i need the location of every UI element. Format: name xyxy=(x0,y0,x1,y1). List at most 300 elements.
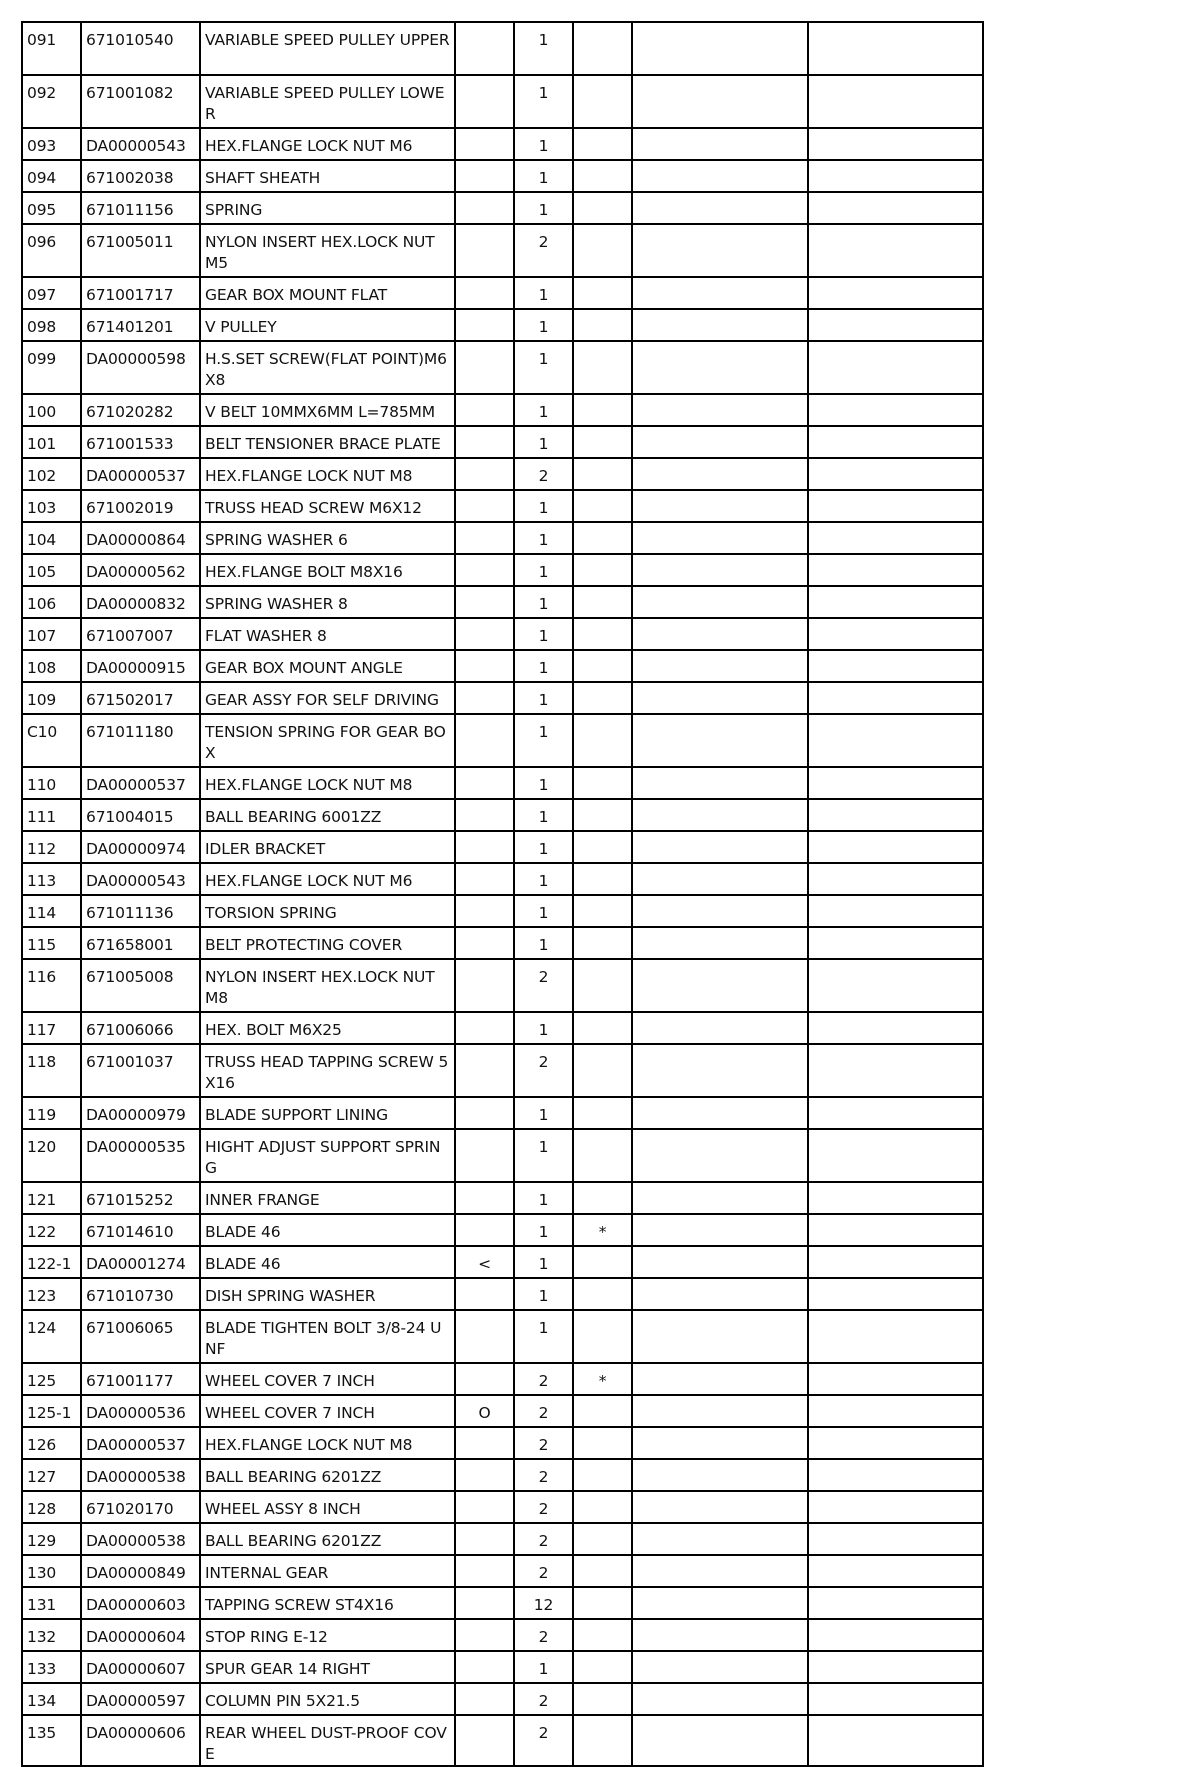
table-row xyxy=(22,22,983,75)
note-cell xyxy=(573,714,632,767)
table-row xyxy=(22,1523,983,1555)
item-number-cell: 133 xyxy=(22,1651,81,1683)
blank-cell xyxy=(632,1619,808,1651)
mark-cell xyxy=(455,895,514,927)
table-row xyxy=(22,554,983,586)
table-row xyxy=(22,1459,983,1491)
blank-cell xyxy=(632,1395,808,1427)
table-row xyxy=(22,1182,983,1214)
mark-cell xyxy=(455,682,514,714)
part-number-cell: DA00000597 xyxy=(81,1683,200,1715)
note-cell xyxy=(573,1044,632,1097)
mark-cell xyxy=(455,490,514,522)
mark-cell xyxy=(455,1363,514,1395)
table-row xyxy=(22,1587,983,1619)
mark-cell xyxy=(455,1310,514,1363)
part-number-cell: 671001177 xyxy=(81,1363,200,1395)
table-row xyxy=(22,128,983,160)
table-row xyxy=(22,1619,983,1651)
blank-cell xyxy=(632,586,808,618)
note-cell xyxy=(573,586,632,618)
part-number-cell: DA00000537 xyxy=(81,458,200,490)
item-number-cell: 126 xyxy=(22,1427,81,1459)
quantity-cell: 2 xyxy=(514,224,573,277)
note-cell xyxy=(573,1012,632,1044)
description-cell: GEAR BOX MOUNT ANGLE xyxy=(200,650,455,682)
item-number-cell: 105 xyxy=(22,554,81,586)
part-number-cell: DA00000864 xyxy=(81,522,200,554)
quantity-cell: 2 xyxy=(514,959,573,1012)
note-cell xyxy=(573,1619,632,1651)
note-cell xyxy=(573,863,632,895)
description-cell: IDLER BRACKET xyxy=(200,831,455,863)
mark-cell xyxy=(455,1619,514,1651)
mark-cell xyxy=(455,224,514,277)
item-number-cell: 124 xyxy=(22,1310,81,1363)
blank-cell xyxy=(808,799,983,831)
part-number-cell: DA00000536 xyxy=(81,1395,200,1427)
table-row xyxy=(22,522,983,554)
table-row xyxy=(22,927,983,959)
blank-cell xyxy=(632,341,808,394)
note-cell xyxy=(573,1459,632,1491)
table-row xyxy=(22,1363,983,1395)
item-number-cell: 118 xyxy=(22,1044,81,1097)
part-number-cell: DA00000598 xyxy=(81,341,200,394)
blank-cell xyxy=(808,1587,983,1619)
description-cell: SPUR GEAR 14 RIGHT xyxy=(200,1651,455,1683)
part-number-cell: DA00000538 xyxy=(81,1523,200,1555)
item-number-cell: 094 xyxy=(22,160,81,192)
item-number-cell: 091 xyxy=(22,22,81,75)
quantity-cell: 1 xyxy=(514,927,573,959)
note-cell xyxy=(573,522,632,554)
quantity-cell: 2 xyxy=(514,458,573,490)
note-cell xyxy=(573,1651,632,1683)
quantity-cell: 1 xyxy=(514,1129,573,1182)
mark-cell xyxy=(455,522,514,554)
mark-cell xyxy=(455,394,514,426)
part-number-cell: 671011136 xyxy=(81,895,200,927)
description-cell: REAR WHEEL DUST-PROOF COVE xyxy=(200,1715,455,1766)
blank-cell xyxy=(632,1278,808,1310)
part-number-cell: DA00000603 xyxy=(81,1587,200,1619)
item-number-cell: 123 xyxy=(22,1278,81,1310)
description-cell: WHEEL COVER 7 INCH xyxy=(200,1363,455,1395)
blank-cell xyxy=(808,927,983,959)
note-cell xyxy=(573,22,632,75)
blank-cell xyxy=(808,75,983,128)
note-cell xyxy=(573,1427,632,1459)
mark-cell xyxy=(455,277,514,309)
part-number-cell: 671001082 xyxy=(81,75,200,128)
quantity-cell: 1 xyxy=(514,1182,573,1214)
table-row xyxy=(22,1097,983,1129)
item-number-cell: 111 xyxy=(22,799,81,831)
item-number-cell: 128 xyxy=(22,1491,81,1523)
blank-cell xyxy=(808,224,983,277)
blank-cell xyxy=(632,959,808,1012)
quantity-cell: 1 xyxy=(514,1246,573,1278)
mark-cell xyxy=(455,1427,514,1459)
note-cell xyxy=(573,1491,632,1523)
quantity-cell: 1 xyxy=(514,522,573,554)
table-row xyxy=(22,863,983,895)
blank-cell xyxy=(632,1129,808,1182)
blank-cell xyxy=(632,1214,808,1246)
quantity-cell: 1 xyxy=(514,682,573,714)
table-row xyxy=(22,277,983,309)
part-number-cell: DA00000832 xyxy=(81,586,200,618)
blank-cell xyxy=(808,426,983,458)
part-number-cell: 671502017 xyxy=(81,682,200,714)
item-number-cell: 122 xyxy=(22,1214,81,1246)
blank-cell xyxy=(808,1044,983,1097)
mark-cell xyxy=(455,1459,514,1491)
item-number-cell: 107 xyxy=(22,618,81,650)
part-number-cell: 671658001 xyxy=(81,927,200,959)
blank-cell xyxy=(632,650,808,682)
blank-cell xyxy=(632,160,808,192)
table-row xyxy=(22,75,983,128)
description-cell: BALL BEARING 6201ZZ xyxy=(200,1523,455,1555)
table-row xyxy=(22,1278,983,1310)
note-cell xyxy=(573,277,632,309)
note-cell xyxy=(573,75,632,128)
blank-cell xyxy=(632,22,808,75)
quantity-cell: 1 xyxy=(514,650,573,682)
description-cell: HEX.FLANGE LOCK NUT M8 xyxy=(200,1427,455,1459)
quantity-cell: 2 xyxy=(514,1395,573,1427)
note-cell xyxy=(573,490,632,522)
item-number-cell: 104 xyxy=(22,522,81,554)
item-number-cell: 092 xyxy=(22,75,81,128)
blank-cell xyxy=(808,160,983,192)
part-number-cell: 671011180 xyxy=(81,714,200,767)
note-cell xyxy=(573,458,632,490)
description-cell: WHEEL COVER 7 INCH xyxy=(200,1395,455,1427)
quantity-cell: 1 xyxy=(514,128,573,160)
part-number-cell: 671011156 xyxy=(81,192,200,224)
part-number-cell: 671007007 xyxy=(81,618,200,650)
table-row xyxy=(22,224,983,277)
blank-cell xyxy=(632,1182,808,1214)
item-number-cell: 097 xyxy=(22,277,81,309)
quantity-cell: 2 xyxy=(514,1683,573,1715)
description-cell: BALL BEARING 6201ZZ xyxy=(200,1459,455,1491)
mark-cell xyxy=(455,586,514,618)
part-number-cell: 671015252 xyxy=(81,1182,200,1214)
table-row xyxy=(22,458,983,490)
note-cell xyxy=(573,682,632,714)
description-cell: TRUSS HEAD TAPPING SCREW 5X16 xyxy=(200,1044,455,1097)
mark-cell xyxy=(455,714,514,767)
part-number-cell: DA00000979 xyxy=(81,1097,200,1129)
description-cell: BELT PROTECTING COVER xyxy=(200,927,455,959)
description-cell: HEX.FLANGE LOCK NUT M8 xyxy=(200,458,455,490)
description-cell: HIGHT ADJUST SUPPORT SPRING xyxy=(200,1129,455,1182)
item-number-cell: 096 xyxy=(22,224,81,277)
table-row xyxy=(22,490,983,522)
mark-cell xyxy=(455,1214,514,1246)
mark-cell xyxy=(455,1044,514,1097)
table-row xyxy=(22,682,983,714)
mark-cell xyxy=(455,1097,514,1129)
description-cell: HEX. BOLT M6X25 xyxy=(200,1012,455,1044)
description-cell: HEX.FLANGE LOCK NUT M6 xyxy=(200,863,455,895)
note-cell xyxy=(573,341,632,394)
part-number-cell: DA00000849 xyxy=(81,1555,200,1587)
item-number-cell: 134 xyxy=(22,1683,81,1715)
item-number-cell: 093 xyxy=(22,128,81,160)
blank-cell xyxy=(632,394,808,426)
description-cell: NYLON INSERT HEX.LOCK NUT M5 xyxy=(200,224,455,277)
table-row xyxy=(22,426,983,458)
part-number-cell: DA00000604 xyxy=(81,1619,200,1651)
item-number-cell: 130 xyxy=(22,1555,81,1587)
mark-cell xyxy=(455,1182,514,1214)
blank-cell xyxy=(632,1246,808,1278)
note-cell xyxy=(573,1182,632,1214)
blank-cell xyxy=(632,277,808,309)
table-row xyxy=(22,1012,983,1044)
blank-cell xyxy=(632,1427,808,1459)
description-cell: STOP RING E-12 xyxy=(200,1619,455,1651)
table-row xyxy=(22,309,983,341)
quantity-cell: 1 xyxy=(514,1310,573,1363)
table-row xyxy=(22,1555,983,1587)
description-cell: SPRING WASHER 6 xyxy=(200,522,455,554)
description-cell: SPRING xyxy=(200,192,455,224)
description-cell: BALL BEARING 6001ZZ xyxy=(200,799,455,831)
note-cell xyxy=(573,1587,632,1619)
blank-cell xyxy=(632,618,808,650)
mark-cell xyxy=(455,341,514,394)
note-cell: * xyxy=(573,1214,632,1246)
table-row xyxy=(22,1427,983,1459)
mark-cell xyxy=(455,799,514,831)
mark-cell xyxy=(455,959,514,1012)
description-cell: VARIABLE SPEED PULLEY UPPER xyxy=(200,22,455,75)
item-number-cell: 100 xyxy=(22,394,81,426)
note-cell xyxy=(573,1129,632,1182)
item-number-cell: 114 xyxy=(22,895,81,927)
part-number-cell: 671006065 xyxy=(81,1310,200,1363)
blank-cell xyxy=(632,831,808,863)
quantity-cell: 1 xyxy=(514,1278,573,1310)
blank-cell xyxy=(808,895,983,927)
blank-cell xyxy=(632,1651,808,1683)
table-row xyxy=(22,1214,983,1246)
mark-cell xyxy=(455,618,514,650)
blank-cell xyxy=(632,714,808,767)
note-cell xyxy=(573,959,632,1012)
quantity-cell: 1 xyxy=(514,554,573,586)
table-row xyxy=(22,160,983,192)
blank-cell xyxy=(808,1097,983,1129)
blank-cell xyxy=(808,522,983,554)
item-number-cell: 103 xyxy=(22,490,81,522)
item-number-cell: 101 xyxy=(22,426,81,458)
note-cell xyxy=(573,160,632,192)
blank-cell xyxy=(808,22,983,75)
table-row xyxy=(22,799,983,831)
blank-cell xyxy=(632,224,808,277)
item-number-cell: 127 xyxy=(22,1459,81,1491)
item-number-cell: 119 xyxy=(22,1097,81,1129)
item-number-cell: 135 xyxy=(22,1715,81,1766)
item-number-cell: 120 xyxy=(22,1129,81,1182)
table-row xyxy=(22,714,983,767)
part-number-cell: DA00000974 xyxy=(81,831,200,863)
table-row xyxy=(22,1491,983,1523)
note-cell: * xyxy=(573,1363,632,1395)
table-row xyxy=(22,1044,983,1097)
description-cell: TORSION SPRING xyxy=(200,895,455,927)
part-number-cell: 671005008 xyxy=(81,959,200,1012)
description-cell: WHEEL ASSY 8 INCH xyxy=(200,1491,455,1523)
item-number-cell: 115 xyxy=(22,927,81,959)
description-cell: SHAFT SHEATH xyxy=(200,160,455,192)
mark-cell xyxy=(455,927,514,959)
blank-cell xyxy=(632,1683,808,1715)
item-number-cell: 131 xyxy=(22,1587,81,1619)
blank-cell xyxy=(808,1619,983,1651)
blank-cell xyxy=(808,682,983,714)
blank-cell xyxy=(632,1012,808,1044)
quantity-cell: 1 xyxy=(514,490,573,522)
table-row xyxy=(22,1651,983,1683)
blank-cell xyxy=(808,1523,983,1555)
blank-cell xyxy=(808,1651,983,1683)
mark-cell xyxy=(455,863,514,895)
quantity-cell: 1 xyxy=(514,799,573,831)
item-number-cell: 121 xyxy=(22,1182,81,1214)
part-number-cell: 671004015 xyxy=(81,799,200,831)
table-row xyxy=(22,650,983,682)
quantity-cell: 2 xyxy=(514,1491,573,1523)
part-number-cell: DA00000537 xyxy=(81,1427,200,1459)
item-number-cell: 098 xyxy=(22,309,81,341)
note-cell xyxy=(573,1395,632,1427)
item-number-cell: 125-1 xyxy=(22,1395,81,1427)
quantity-cell: 1 xyxy=(514,1012,573,1044)
mark-cell xyxy=(455,1491,514,1523)
quantity-cell: 2 xyxy=(514,1715,573,1766)
blank-cell xyxy=(632,1044,808,1097)
item-number-cell: 132 xyxy=(22,1619,81,1651)
note-cell xyxy=(573,650,632,682)
quantity-cell: 1 xyxy=(514,1214,573,1246)
item-number-cell: 129 xyxy=(22,1523,81,1555)
mark-cell xyxy=(455,309,514,341)
blank-cell xyxy=(632,522,808,554)
item-number-cell: 117 xyxy=(22,1012,81,1044)
blank-cell xyxy=(808,618,983,650)
description-cell: H.S.SET SCREW(FLAT POINT)M6X8 xyxy=(200,341,455,394)
blank-cell xyxy=(632,75,808,128)
item-number-cell: 095 xyxy=(22,192,81,224)
blank-cell xyxy=(808,554,983,586)
blank-cell xyxy=(632,1587,808,1619)
description-cell: NYLON INSERT HEX.LOCK NUT M8 xyxy=(200,959,455,1012)
blank-cell xyxy=(808,714,983,767)
note-cell xyxy=(573,394,632,426)
note-cell xyxy=(573,831,632,863)
part-number-cell: DA00000562 xyxy=(81,554,200,586)
part-number-cell: 671001533 xyxy=(81,426,200,458)
quantity-cell: 2 xyxy=(514,1427,573,1459)
note-cell xyxy=(573,1310,632,1363)
mark-cell xyxy=(455,22,514,75)
mark-cell xyxy=(455,554,514,586)
item-number-cell: 099 xyxy=(22,341,81,394)
description-cell: TAPPING SCREW ST4X16 xyxy=(200,1587,455,1619)
blank-cell xyxy=(632,863,808,895)
blank-cell xyxy=(808,490,983,522)
mark-cell xyxy=(455,1587,514,1619)
blank-cell xyxy=(632,895,808,927)
description-cell: BELT TENSIONER BRACE PLATE xyxy=(200,426,455,458)
part-number-cell: 671006066 xyxy=(81,1012,200,1044)
mark-cell xyxy=(455,1012,514,1044)
description-cell: HEX.FLANGE LOCK NUT M6 xyxy=(200,128,455,160)
blank-cell xyxy=(632,1523,808,1555)
part-number-cell: 671014610 xyxy=(81,1214,200,1246)
note-cell xyxy=(573,1715,632,1766)
part-number-cell: 671401201 xyxy=(81,309,200,341)
item-number-cell: 112 xyxy=(22,831,81,863)
part-number-cell: DA00000543 xyxy=(81,863,200,895)
quantity-cell: 1 xyxy=(514,1097,573,1129)
blank-cell xyxy=(632,799,808,831)
blank-cell xyxy=(808,1459,983,1491)
blank-cell xyxy=(632,490,808,522)
mark-cell xyxy=(455,192,514,224)
note-cell xyxy=(573,927,632,959)
item-number-cell: C10 xyxy=(22,714,81,767)
blank-cell xyxy=(808,1278,983,1310)
quantity-cell: 2 xyxy=(514,1459,573,1491)
table-row xyxy=(22,618,983,650)
part-number-cell: 671020170 xyxy=(81,1491,200,1523)
blank-cell xyxy=(808,341,983,394)
mark-cell xyxy=(455,1129,514,1182)
quantity-cell: 1 xyxy=(514,192,573,224)
blank-cell xyxy=(808,1395,983,1427)
blank-cell xyxy=(808,128,983,160)
mark-cell xyxy=(455,1523,514,1555)
quantity-cell: 1 xyxy=(514,714,573,767)
quantity-cell: 2 xyxy=(514,1363,573,1395)
quantity-cell: 1 xyxy=(514,394,573,426)
description-cell: TENSION SPRING FOR GEAR BOX xyxy=(200,714,455,767)
blank-cell xyxy=(632,128,808,160)
description-cell: INTERNAL GEAR xyxy=(200,1555,455,1587)
blank-cell xyxy=(632,927,808,959)
item-number-cell: 110 xyxy=(22,767,81,799)
item-number-cell: 109 xyxy=(22,682,81,714)
table-row xyxy=(22,1129,983,1182)
quantity-cell: 2 xyxy=(514,1619,573,1651)
mark-cell xyxy=(455,128,514,160)
blank-cell xyxy=(808,831,983,863)
description-cell: BLADE SUPPORT LINING xyxy=(200,1097,455,1129)
quantity-cell: 1 xyxy=(514,426,573,458)
part-number-cell: DA00000606 xyxy=(81,1715,200,1766)
blank-cell xyxy=(632,1097,808,1129)
blank-cell xyxy=(808,863,983,895)
